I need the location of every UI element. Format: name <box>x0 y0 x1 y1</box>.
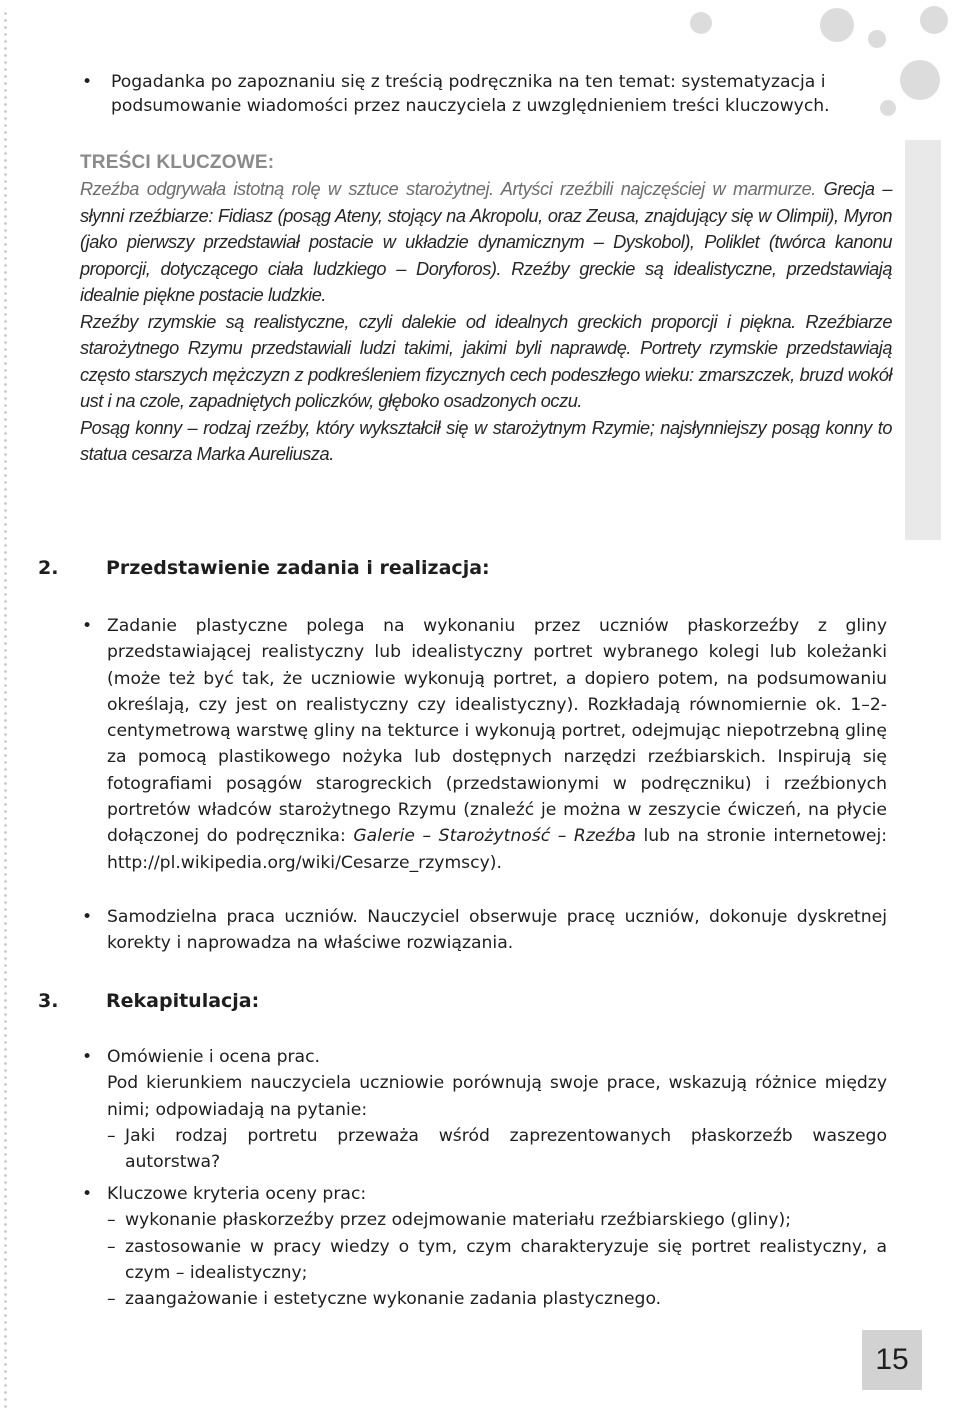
section-3-bullet-2-content <box>107 1181 887 1312</box>
key-content-p3: Posąg konny – rodzaj rzeźby, który wykształcił się w starożytnym Rzymie; najsłynniejszy posąg konny to statua cesarza Marka Aureliusza. <box>80 417 892 464</box>
criteria-text: zastosowanie w pracy wiedzy o tym, czym charakteryzuje się portret realistyczny, a czym – idealistyczny; <box>125 1236 887 1283</box>
key-content-p1-rest: Grecja – słynni rzeźbiarze: Fidiasz (posąg Ateny, stojący na Akropolu, oraz Zeusa, znajdujący się w Olimpii), Myron (jako pierwszy przedstawiał postacie w układzie dynamicznym – Dyskobol), Poliklet (twórca kanonu proporcji, dotyczącego ciała ludzkiego – Doryforos). Rzeźby greckie są idealistyczne, przedstawiają idealnie piękne postacie ludzkie. <box>80 179 892 305</box>
question-text: Jaki rodzaj portretu przeważa wśród zaprezentowanych płaskorzeźb waszego autorstwa? <box>125 1125 887 1173</box>
ink-splash <box>900 60 940 100</box>
key-content-heading: TREŚCI KLUCZOWE: <box>80 152 275 173</box>
section-2-gallery-path: Galerie – Starożytność – Rzeźba <box>353 826 636 847</box>
section-2-bullet-1-text <box>107 613 887 876</box>
dash-icon: – <box>107 1236 116 1257</box>
section-3-bullet-1-body: Pod kierunkiem nauczyciela uczniowie porównują swoje prace, wskazują różnice między nimi; odpowiadają na pytanie: <box>107 1073 887 1120</box>
criteria-text: zaangażowanie i estetyczne wykonanie zadania plastycznego. <box>125 1289 662 1310</box>
dash-icon: – <box>107 1289 116 1310</box>
section-2-number: 2. <box>38 557 59 579</box>
key-content-p1 <box>80 176 892 309</box>
intro-text: Pogadanka po zapoznaniu się z treścią podręcznika na ten temat: systematyzacja i podsumowanie wiadomości przez nauczyciela z uwzględnieniem treści kluczowych. <box>111 72 830 116</box>
criteria-item <box>107 1207 887 1233</box>
section-2-bullet-2-text: Samodzielna praca uczniów. Nauczyciel obserwuje pracę uczniów, dokonuje dyskretnej korekty i naprowadza na właściwe rozwiązania. <box>107 907 887 954</box>
criteria-item <box>107 1234 887 1287</box>
section-2-bullet-1-part-b: lub na stronie internetowej: http://pl.wikipedia.org/wiki/Cesarze_rzymscy). <box>107 826 888 873</box>
dash-icon: – <box>107 1210 116 1231</box>
section-3-title: Rekapitulacja: <box>106 990 260 1012</box>
section-2-title: Przedstawienie zadania i realizacja: <box>106 557 490 579</box>
key-content-body <box>80 176 892 468</box>
dash-icon: – <box>107 1125 116 1146</box>
section-3-bullet-1 <box>82 1044 887 1175</box>
section-3-bullet-1-title: Omówienie i ocena prac. <box>107 1047 320 1067</box>
criteria-item <box>107 1286 887 1312</box>
section-3-bullet-1-content <box>107 1044 887 1175</box>
bullet-icon: • <box>82 907 93 927</box>
ink-splash <box>690 12 712 34</box>
section-2-bullet-1-part-a: Zadanie plastyczne polega na wykonaniu przez uczniów płaskorzeźby z gliny przedstawiającej realistyczny lub idealistyczny portret wybranego kolegi lub koleżanki (może też być tak, że uczniowie wykonują portret, a dopiero potem, na podsumowaniu określają, czy jest on realistyczny czy idealistyczny). Rozkładają równomiernie ok. 1–2-centymetrową warstwę gliny na tekturce i wykonują portret, odejmując niepotrzebną glinę za pomocą plastikowego nożyka lub dostępnych narzędzi rzeźbiarskich. Inspirują się fotografiami posągów starogreckich (przedstawionymi w podręczniku) i rzeźbionych portretów władców starożytnego Rzymu (znaleźć je można w zeszycie ćwiczeń, na płycie dołączonej do podręcznika: <box>107 616 888 847</box>
key-content-p2: Rzeźby rzymskie są realistyczne, czyli dalekie od idealnych greckich proporcji i piękna. Rzeźbiarze starożytnego Rzymu przedstawiali ludzi takimi, jakimi byli naprawdę. Portrety rzymskie przedstawiają często starszych mężczyzn z podkreśleniem fizycznych cech podeszłego wieku: zmarszczek, bruzd wokół ust i na czole, zapadniętych policzków, głęboko osadzonych oczu. <box>80 311 892 411</box>
key-content-p1-muted: Rzeźba odgrywała istotną rolę w sztuce starożytnej. Artyści rzeźbili najczęściej w marmurze. <box>80 179 816 199</box>
section-2-bullet-1 <box>82 613 887 876</box>
criteria-text: wykonanie płaskorzeźby przez odejmowanie materiału rzeźbiarskiego (gliny); <box>125 1210 792 1231</box>
ink-splash <box>868 30 886 48</box>
bullet-icon: • <box>82 1047 93 1067</box>
bullet-icon: • <box>82 1184 93 1204</box>
section-3-number: 3. <box>38 990 59 1012</box>
bullet-icon: • <box>82 72 93 92</box>
key-content <box>80 150 892 468</box>
left-dotted-border <box>4 10 7 1410</box>
section-3-bullet-2-title: Kluczowe kryteria oceny prac: <box>107 1184 367 1204</box>
bullet-icon: • <box>82 616 93 636</box>
section-3-bullet-2 <box>82 1181 887 1312</box>
ink-splash <box>820 8 854 42</box>
right-gray-band <box>905 140 941 540</box>
question-item <box>107 1123 887 1176</box>
intro-bullet <box>82 70 892 118</box>
ink-splash <box>920 6 948 34</box>
section-2-bullet-2 <box>82 904 887 957</box>
page-number: 15 <box>875 1343 909 1376</box>
